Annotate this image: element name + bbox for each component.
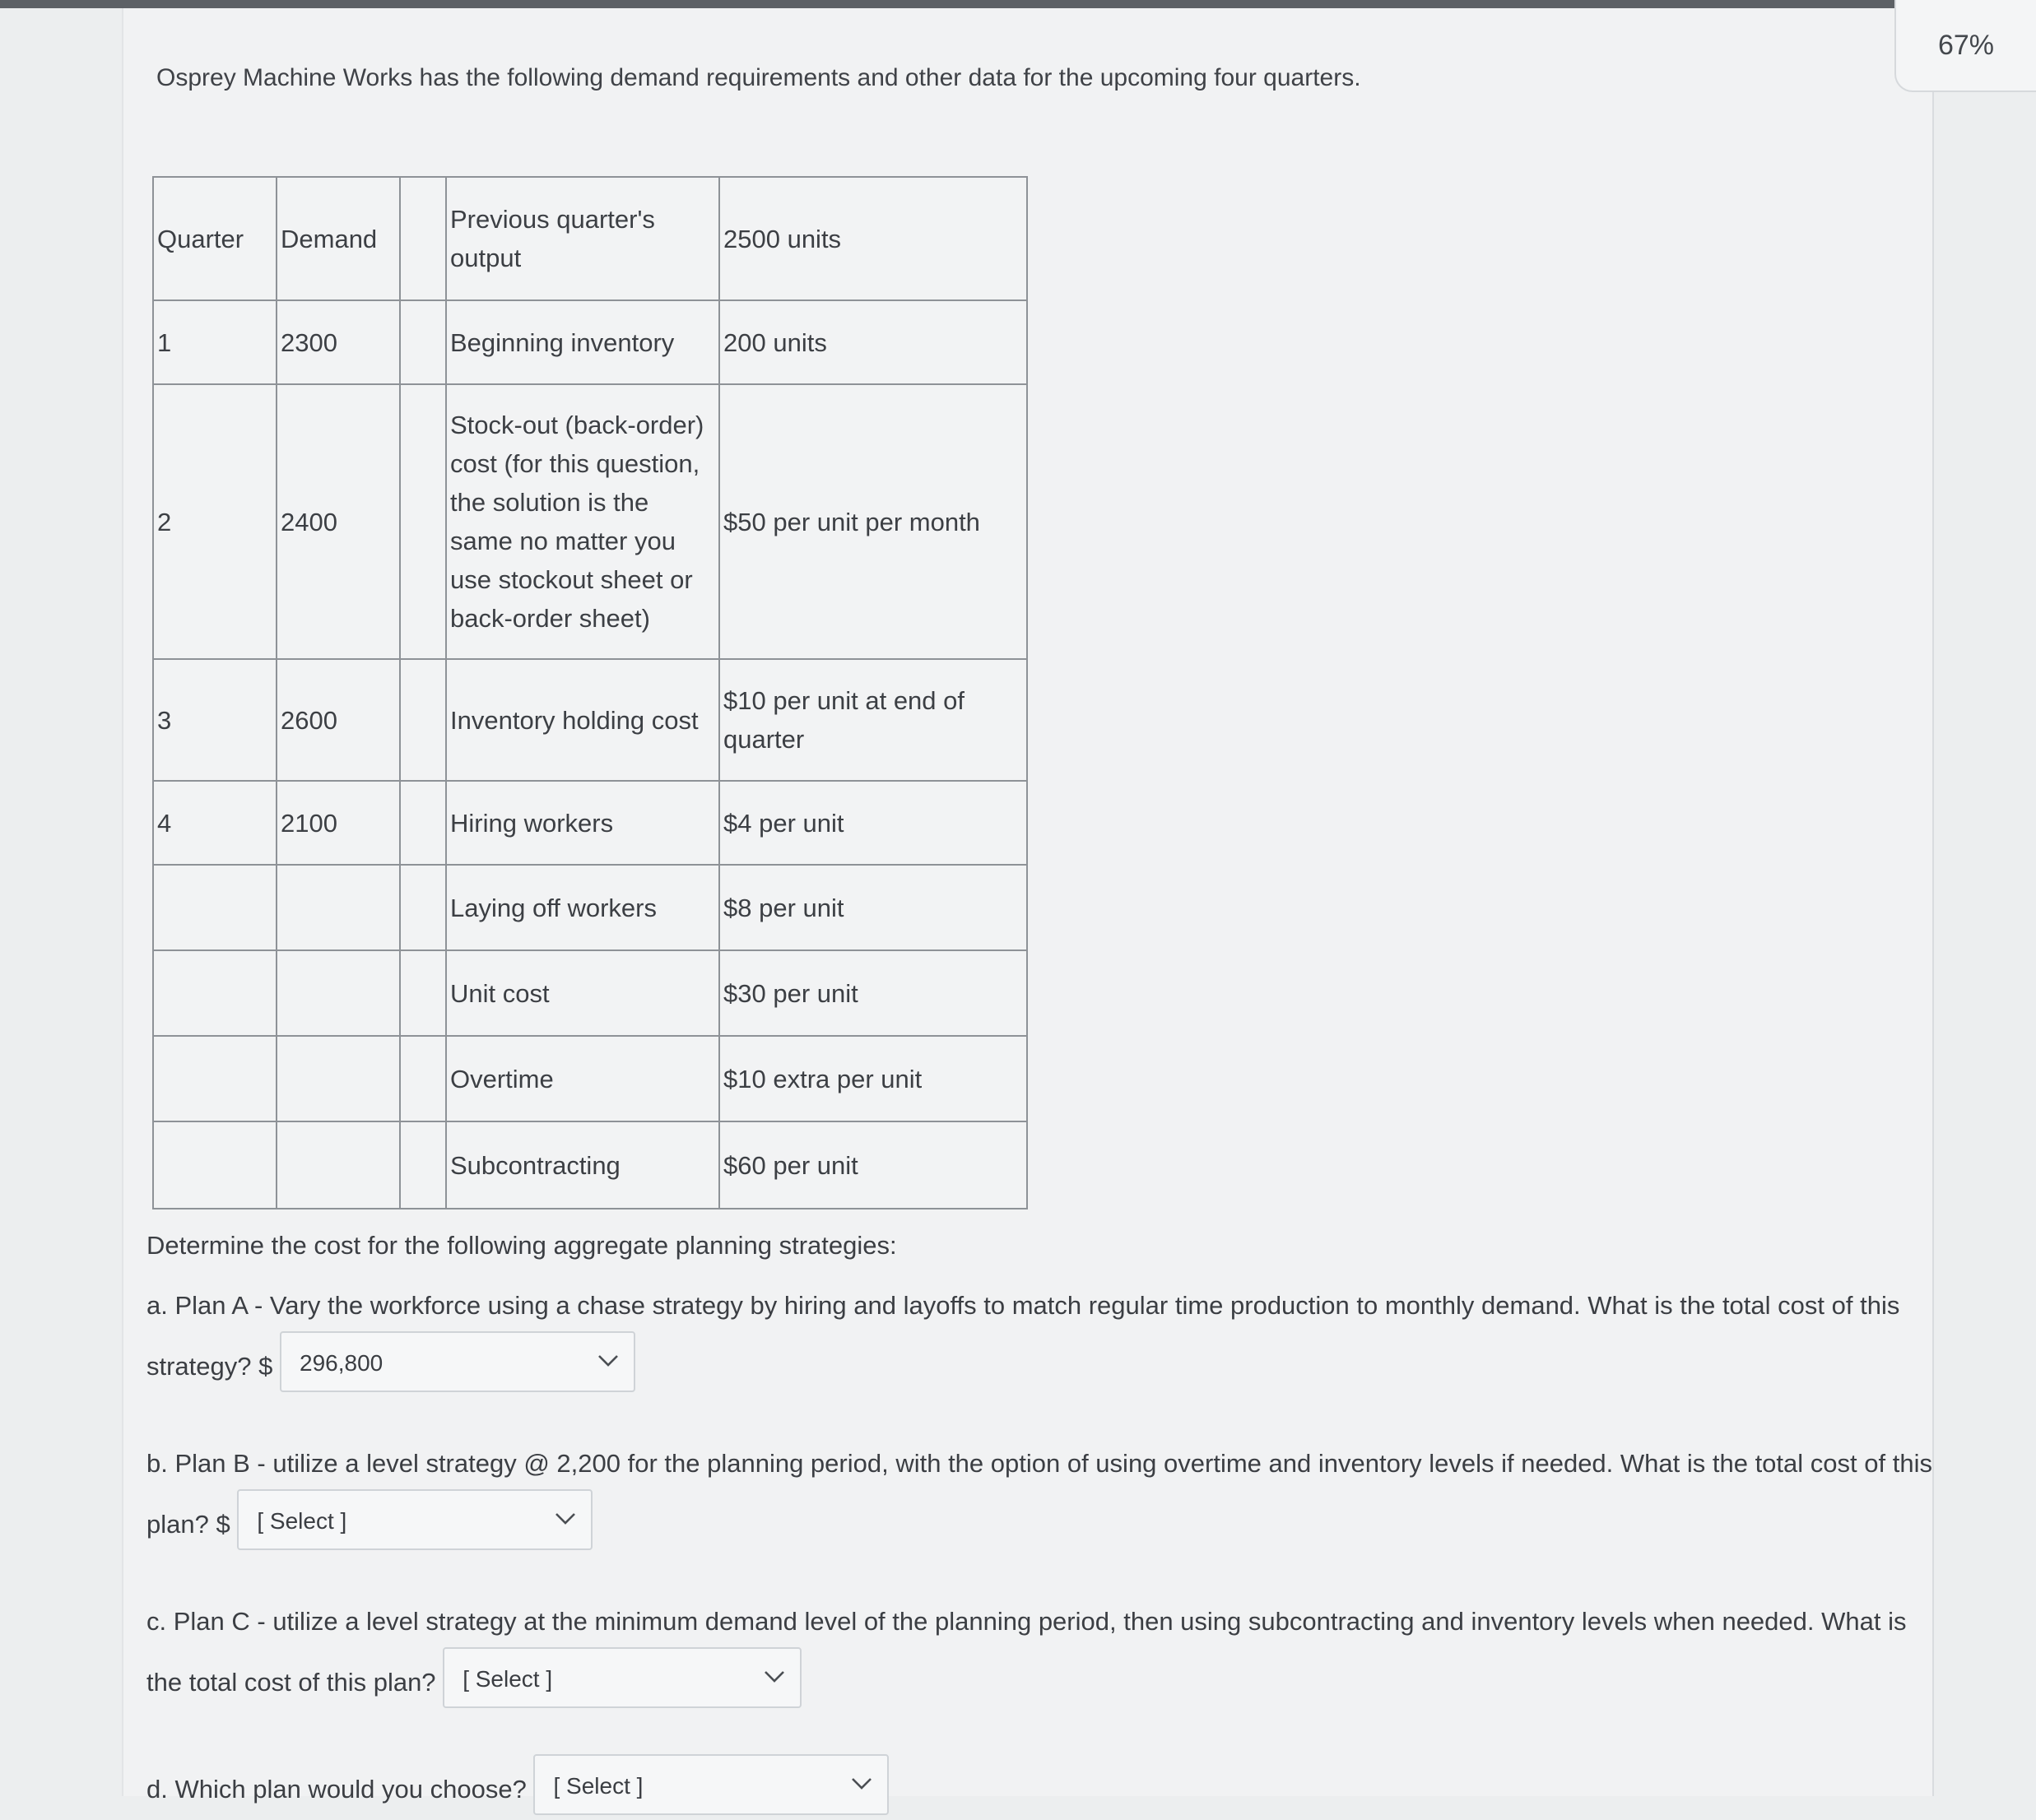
question-a <box>146 1275 1941 1397</box>
table-row <box>153 865 1027 950</box>
spacer-cell <box>400 659 446 781</box>
spacer-cell <box>400 177 446 300</box>
plan-choice-selected-value: [ Select ] <box>553 1772 644 1799</box>
quarter-cell: 1 <box>153 300 277 384</box>
parameter-value: $10 per unit at end of quarter <box>719 659 1027 781</box>
question-intro: Osprey Machine Works has the following demand requirements and other data for the upcoming four quarters. <box>156 64 1361 91</box>
plan-c-selected-value: [ Select ] <box>463 1665 553 1692</box>
header-quarter: Quarter <box>153 177 277 300</box>
demand-cell: 2300 <box>277 300 400 384</box>
parameter-label: Hiring workers <box>446 781 719 865</box>
table-row <box>153 300 1027 384</box>
spacer-cell <box>400 1036 446 1121</box>
question-a-text: a. Plan A - Vary the workforce using a chase strategy by hiring and layoffs to match regular time production to monthly demand. What is the total cost of this strategy? $ <box>146 1291 1900 1381</box>
parameter-value: $50 per unit per month <box>719 384 1027 659</box>
table-row <box>153 1036 1027 1121</box>
chevron-down-icon <box>596 1351 621 1371</box>
spacer-cell <box>400 865 446 950</box>
questions-section <box>146 1226 1941 1820</box>
table-row <box>153 950 1027 1036</box>
parameter-label: Beginning inventory <box>446 300 719 384</box>
plan-b-cost-select[interactable] <box>237 1489 593 1550</box>
parameter-value: $10 extra per unit <box>719 1036 1027 1121</box>
parameter-value: $4 per unit <box>719 781 1027 865</box>
demand-cell <box>277 950 400 1036</box>
parameter-label: Stock-out (back-order) cost (for this question, the solution is the same no matter you use stockout sheet or back-order sheet) <box>446 384 719 659</box>
question-d-text: d. Which plan would you choose? <box>146 1775 527 1804</box>
spacer-cell <box>400 384 446 659</box>
questions-heading: Determine the cost for the following aggregate planning strategies: <box>146 1231 897 1260</box>
parameter-value: 2500 units <box>719 177 1027 300</box>
chevron-down-icon <box>849 1774 874 1794</box>
parameter-label: Inventory holding cost <box>446 659 719 781</box>
chevron-down-icon <box>553 1509 578 1529</box>
question-b-text: b. Plan B - utilize a level strategy @ 2,200 for the planning period, with the option of using overtime and inventory levels if needed. What is the total cost of this plan? $ <box>146 1449 1932 1539</box>
quarter-cell: 2 <box>153 384 277 659</box>
plan-c-cost-select[interactable] <box>443 1647 802 1708</box>
zoom-level-indicator: 67% <box>1894 0 2036 92</box>
quarter-cell <box>153 950 277 1036</box>
table-row <box>153 177 1027 300</box>
parameter-label: Unit cost <box>446 950 719 1036</box>
parameter-value: $30 per unit <box>719 950 1027 1036</box>
header-demand: Demand <box>277 177 400 300</box>
table-row <box>153 781 1027 865</box>
question-d <box>146 1759 1941 1820</box>
demand-cell <box>277 865 400 950</box>
quarter-cell <box>153 1121 277 1209</box>
quarter-cell: 4 <box>153 781 277 865</box>
parameter-label: Previous quarter's output <box>446 177 719 300</box>
chevron-down-icon <box>762 1667 787 1687</box>
quarter-cell <box>153 865 277 950</box>
table-row <box>153 384 1027 659</box>
demand-cell: 2100 <box>277 781 400 865</box>
demand-cell: 2400 <box>277 384 400 659</box>
parameter-value: 200 units <box>719 300 1027 384</box>
data-table <box>152 176 1028 1209</box>
plan-a-cost-select[interactable] <box>280 1331 635 1392</box>
table-row <box>153 659 1027 781</box>
parameter-value: $60 per unit <box>719 1121 1027 1209</box>
plan-a-selected-value: 296,800 <box>300 1349 383 1376</box>
parameter-label: Laying off workers <box>446 865 719 950</box>
demand-cell <box>277 1036 400 1121</box>
parameter-label: Subcontracting <box>446 1121 719 1209</box>
spacer-cell <box>400 781 446 865</box>
question-c-text: c. Plan C - utilize a level strategy at the minimum demand level of the planning period, then using subcontracting and inventory levels when needed. What is the total cost of this plan? <box>146 1607 1907 1697</box>
quarter-cell: 3 <box>153 659 277 781</box>
spacer-cell <box>400 300 446 384</box>
demand-cell: 2600 <box>277 659 400 781</box>
spacer-cell <box>400 950 446 1036</box>
plan-b-selected-value: [ Select ] <box>257 1507 347 1534</box>
browser-top-strip <box>0 0 2036 8</box>
quarter-cell <box>153 1036 277 1121</box>
plan-choice-select[interactable] <box>533 1754 889 1815</box>
question-b <box>146 1433 1941 1555</box>
table-row <box>153 1121 1027 1209</box>
spacer-cell <box>400 1121 446 1209</box>
demand-cell <box>277 1121 400 1209</box>
parameter-value: $8 per unit <box>719 865 1027 950</box>
question-c <box>146 1591 1941 1713</box>
parameter-label: Overtime <box>446 1036 719 1121</box>
